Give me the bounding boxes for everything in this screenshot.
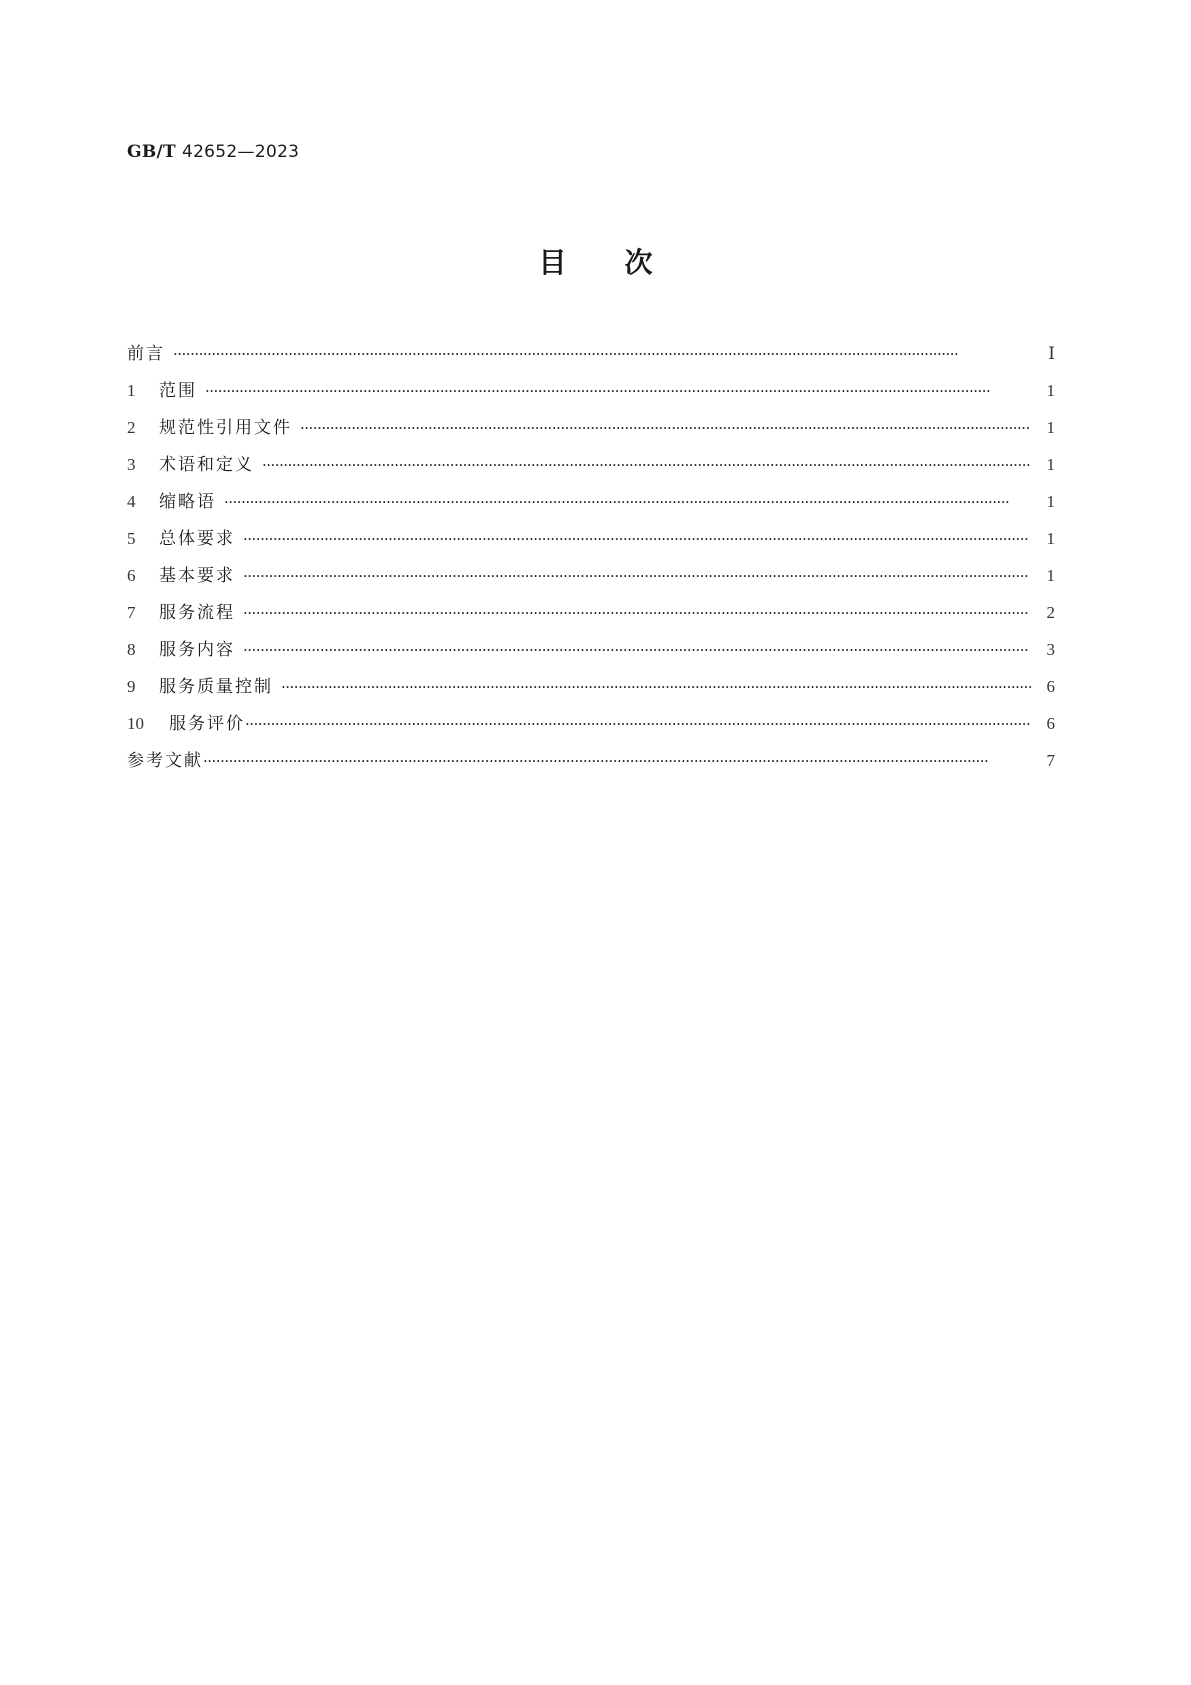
- toc-entry-label: 术语和定义: [159, 455, 254, 475]
- table-of-contents: [127, 343, 1055, 787]
- standard-prefix: GB/T: [127, 142, 176, 162]
- toc-entry-9[interactable]: [127, 676, 1055, 713]
- toc-entry-page: 6: [1046, 677, 1055, 696]
- toc-entry-label: 缩略语: [159, 492, 216, 512]
- toc-entry-number: 8: [127, 640, 136, 659]
- toc-entry-page: 1: [1046, 381, 1055, 400]
- page-title: 目次: [538, 246, 711, 279]
- toc-dot-leader: [243, 528, 1031, 550]
- toc-entry-label: 服务评价: [169, 714, 245, 734]
- toc-dot-leader: [203, 750, 1031, 772]
- toc-entry-number: 5: [127, 529, 136, 548]
- toc-entry-label: 规范性引用文件: [159, 418, 292, 438]
- toc-entry-page: Ⅰ: [1048, 344, 1055, 363]
- toc-dot-leader: [300, 417, 1031, 439]
- toc-entry-number: 3: [127, 455, 136, 474]
- toc-entry-1[interactable]: [127, 380, 1055, 417]
- toc-entry-page: 1: [1046, 529, 1055, 548]
- toc-entry-label: 服务流程: [159, 603, 235, 623]
- toc-entry-number: 7: [127, 603, 136, 622]
- toc-entry-label: 总体要求: [159, 529, 235, 549]
- toc-dot-leader: [245, 713, 1031, 735]
- toc-entry-label: 参考文献: [127, 751, 203, 771]
- toc-entry-page: 2: [1046, 603, 1055, 622]
- toc-entry-label: 服务内容: [159, 640, 235, 660]
- toc-entry-7[interactable]: [127, 602, 1055, 639]
- toc-entry-label: 范围: [159, 381, 197, 401]
- toc-entry-label: 基本要求: [159, 566, 235, 586]
- toc-dot-leader: [243, 639, 1031, 661]
- toc-entry-4[interactable]: [127, 491, 1055, 528]
- toc-entry-number: 9: [127, 677, 136, 696]
- toc-entry-page: 1: [1046, 566, 1055, 585]
- toc-entry-10[interactable]: [127, 713, 1055, 750]
- toc-entry-number: 6: [127, 566, 136, 585]
- toc-entry-label: 服务质量控制: [159, 677, 273, 697]
- toc-entry-foreword[interactable]: [127, 343, 1055, 380]
- toc-entry-2[interactable]: [127, 417, 1055, 454]
- toc-dot-leader: [173, 343, 1031, 365]
- toc-entry-number: 4: [127, 492, 136, 511]
- toc-entry-page: 6: [1046, 714, 1055, 733]
- toc-entry-label: 前言: [127, 344, 165, 364]
- toc-entry-page: 1: [1046, 418, 1055, 437]
- toc-entry-page: 3: [1046, 640, 1055, 659]
- toc-entry-page: 7: [1046, 751, 1055, 770]
- toc-entry-number: 1: [127, 381, 136, 400]
- toc-entry-page: 1: [1046, 492, 1055, 511]
- toc-dot-leader: [205, 380, 1031, 402]
- toc-entry-3[interactable]: [127, 454, 1055, 491]
- toc-entry-bibliography[interactable]: [127, 750, 1055, 787]
- standard-code: [127, 142, 299, 162]
- toc-entry-6[interactable]: [127, 565, 1055, 602]
- toc-dot-leader: [243, 602, 1031, 624]
- toc-entry-5[interactable]: [127, 528, 1055, 565]
- toc-entry-8[interactable]: [127, 639, 1055, 676]
- toc-dot-leader: [224, 491, 1031, 513]
- toc-entry-page: 1: [1046, 455, 1055, 474]
- toc-dot-leader: [243, 565, 1031, 587]
- toc-dot-leader: [281, 676, 1031, 698]
- toc-dot-leader: [262, 454, 1031, 476]
- toc-entry-number: 2: [127, 418, 136, 437]
- toc-entry-number: 10: [127, 714, 144, 733]
- standard-number: 42652—2023: [181, 142, 300, 162]
